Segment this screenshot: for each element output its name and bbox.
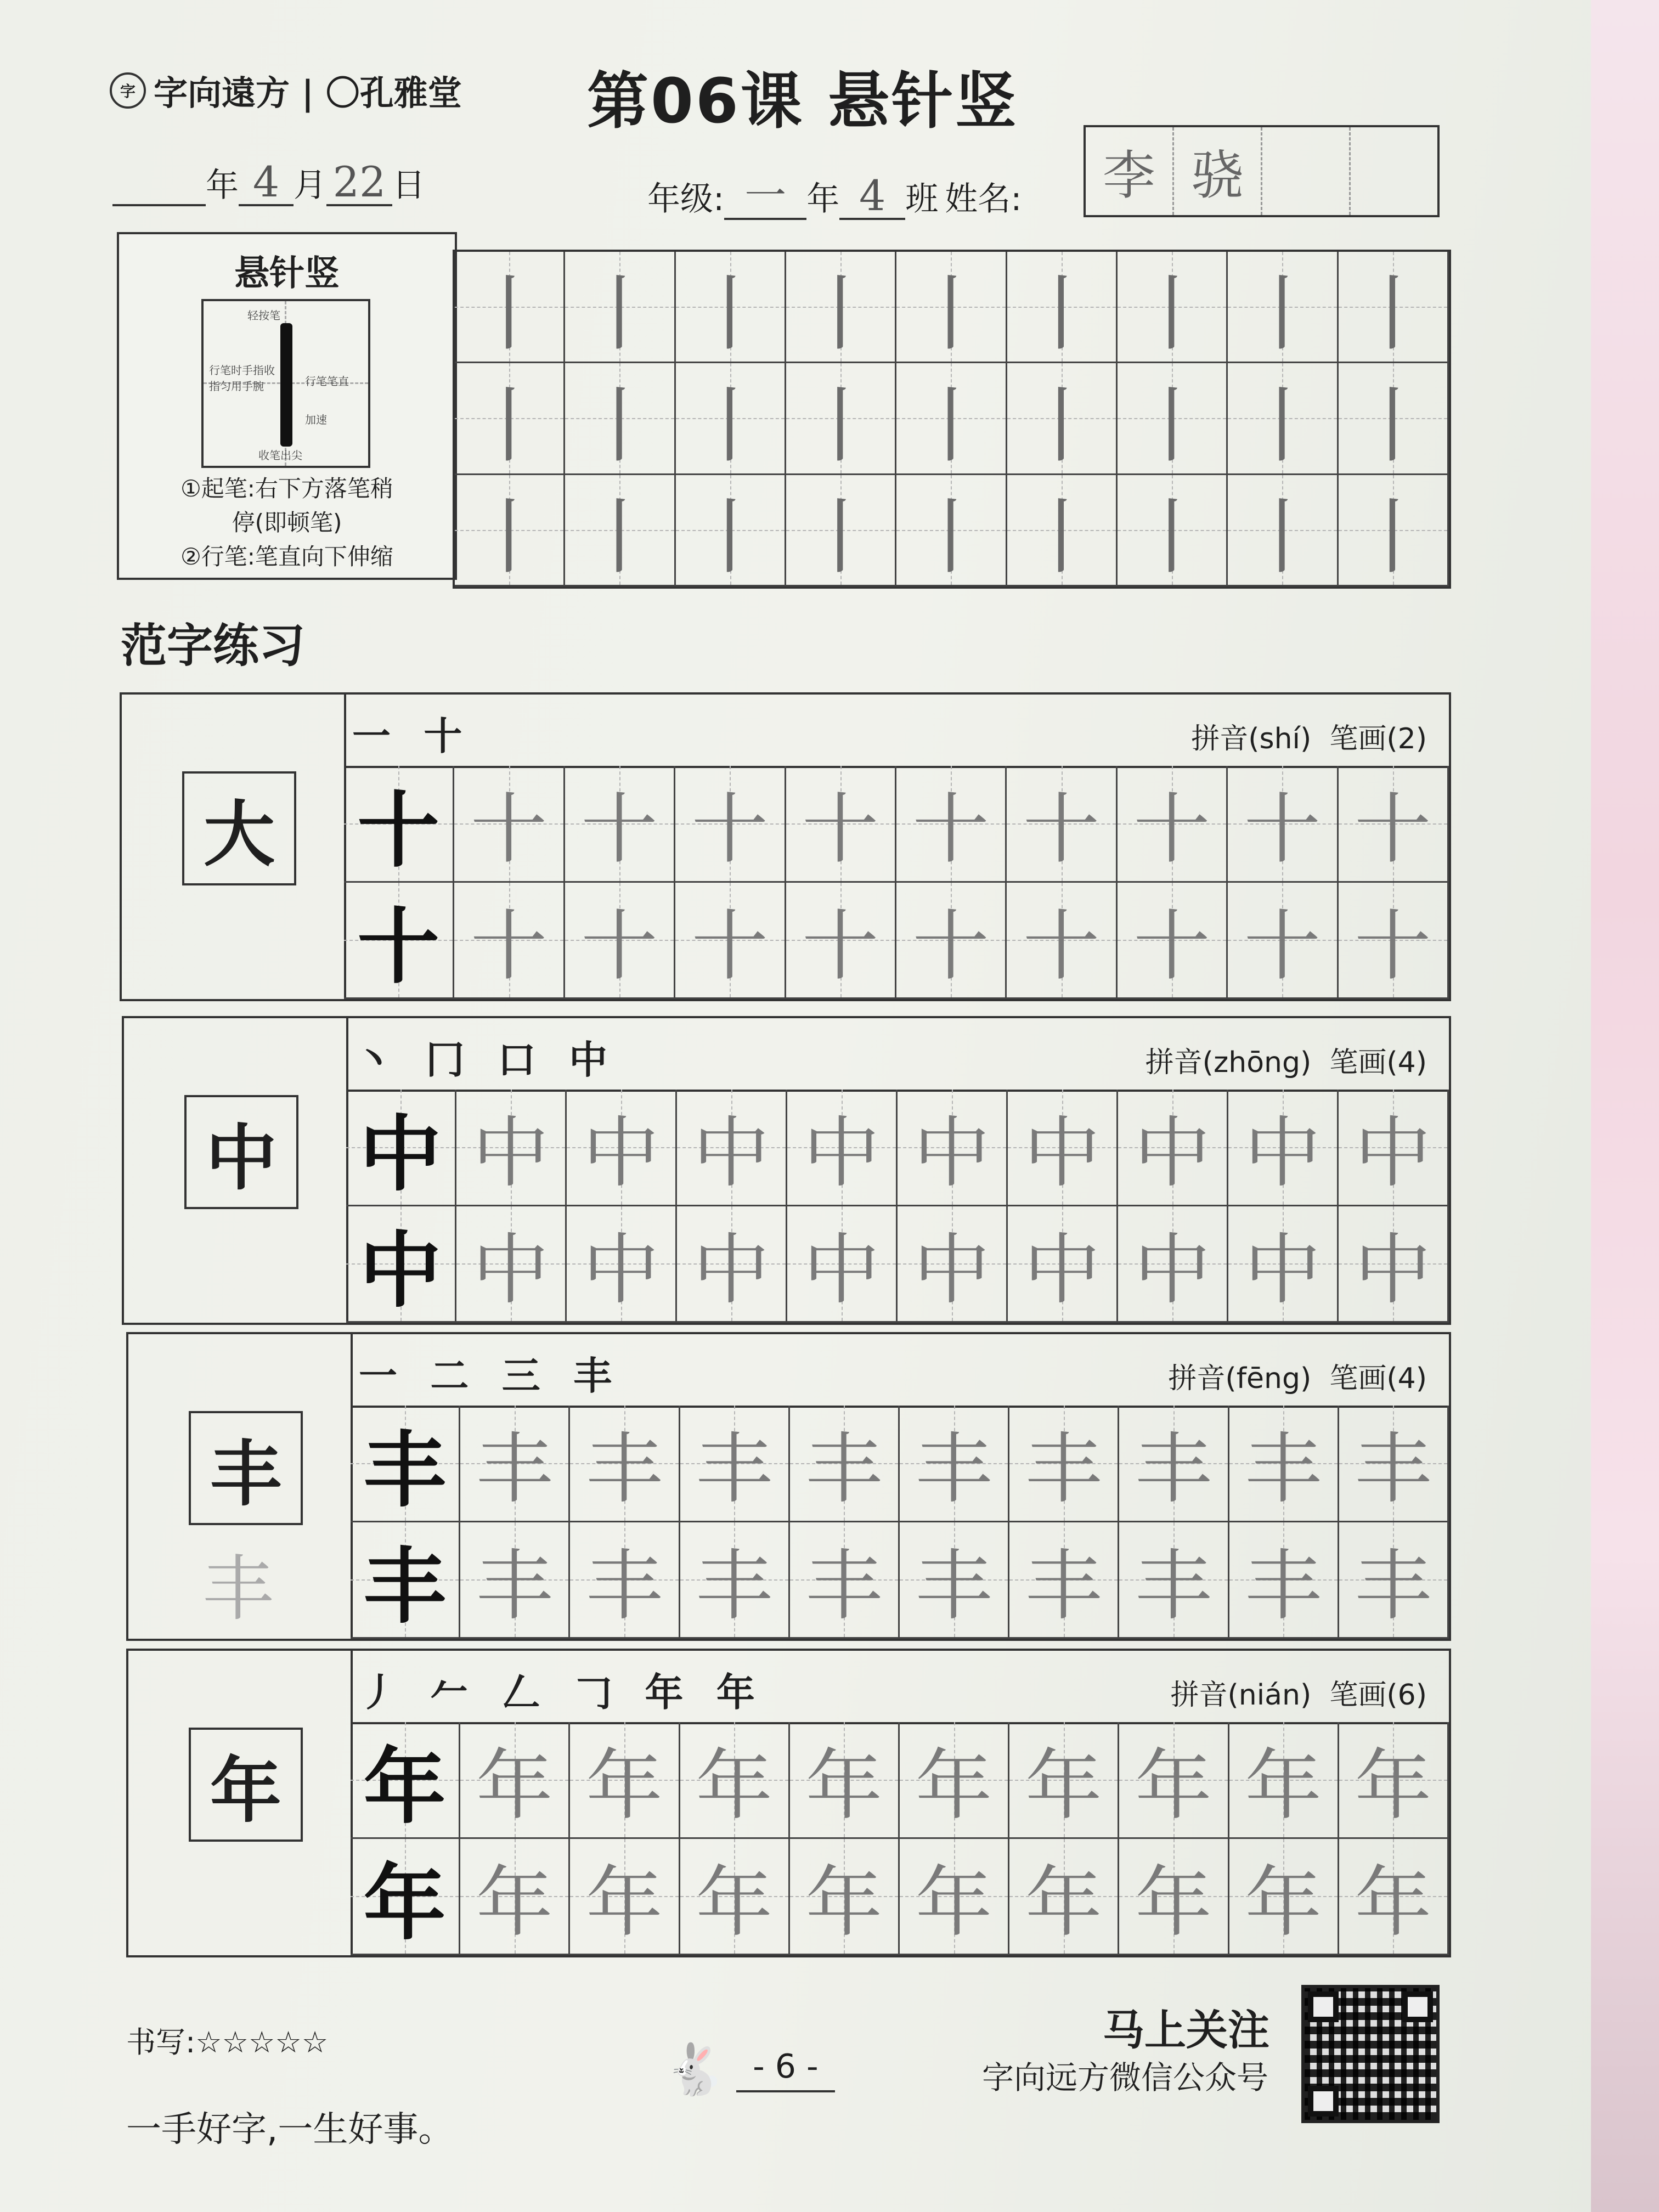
practice-cell[interactable] [1339,475,1449,586]
practice-cell[interactable] [900,1406,1009,1522]
date-year-label: 年 [206,166,239,205]
practice-cell[interactable] [1339,766,1449,883]
handwritten-glyph: 中 [1354,1109,1431,1199]
reference-panel [124,1018,348,1323]
handwritten-glyph: 中 [1133,1225,1211,1315]
practice-cell[interactable] [790,1722,900,1839]
reference-panel [128,1651,353,1955]
reference-char-box: 大 [182,771,296,885]
handwritten-glyph: 十 [470,901,548,991]
practice-glyph: 丨 [468,489,551,585]
practice-cell[interactable] [460,1406,570,1522]
practice-cell[interactable] [1118,1206,1228,1323]
brand-seal: 字 [110,72,146,109]
name-boxes [1084,125,1440,217]
practice-cell[interactable] [1229,1406,1339,1522]
handwritten-glyph: 十 [1023,785,1100,875]
handwritten-glyph: 中 [1244,1109,1321,1199]
reference-panel [128,1334,353,1639]
model-glyph: 丰 [363,1421,446,1519]
practice-cell[interactable] [1228,766,1338,883]
practice-cell[interactable] [1229,1839,1339,1956]
practice-glyph: 丨 [1241,378,1324,474]
pinyin-label: 拼音(nián) [1170,1679,1312,1712]
stroke-tip: ②行笔:笔直向下伸缩 [180,543,393,570]
handwritten-glyph: 年 [1355,1858,1432,1948]
practice-cell[interactable] [675,766,786,883]
handwritten-glyph: 年 [1355,1741,1432,1831]
handwritten-glyph: 丰 [1245,1541,1322,1631]
practice-cell[interactable] [786,363,896,475]
practice-glyph: 丨 [910,378,992,474]
practice-cell[interactable] [570,1406,680,1522]
handwritten-glyph: 年 [696,1858,773,1948]
practice-cell[interactable] [455,475,565,586]
practice-cell[interactable] [1339,883,1449,1000]
practice-cell[interactable] [1229,1722,1339,1839]
follow-title: 马上关注 [1103,2006,1269,2055]
reference-char-box: 丰 [189,1411,303,1525]
practice-cell[interactable] [567,1090,677,1206]
reference-char-box: 年 [189,1728,303,1842]
date-year-field[interactable] [112,160,206,206]
practice-cell[interactable] [676,252,786,363]
practice-cell[interactable] [896,766,1007,883]
practice-cell[interactable] [565,252,675,363]
handwritten-glyph: 丰 [1245,1425,1322,1515]
model-glyph: 年 [363,1738,446,1835]
practice-cell[interactable] [898,1206,1008,1323]
practice-cell[interactable] [1228,1206,1339,1323]
handwritten-glyph: 丰 [476,1541,553,1631]
handwritten-glyph: 中 [472,1225,549,1315]
practice-cell[interactable] [570,1839,680,1956]
stroke-practice-grid [453,250,1451,589]
practice-cell[interactable] [900,1722,1009,1839]
character-block [122,1016,1451,1325]
handwritten-glyph: 年 [805,1858,883,1948]
practice-cell[interactable] [676,475,786,586]
handwritten-glyph: 中 [1023,1225,1101,1315]
practice-cell[interactable] [896,475,1007,586]
practice-cell[interactable] [1119,1839,1229,1956]
practice-glyph: 丨 [578,378,661,474]
handwritten-glyph: 十 [1133,901,1210,991]
pinyin-label: 拼音(shí) [1191,723,1312,755]
handwritten-glyph: 中 [692,1109,770,1199]
practice-glyph: 丨 [1351,489,1434,585]
grade-label: 年级: [647,180,725,218]
practice-cell[interactable] [787,1206,898,1323]
handwritten-glyph: 十 [1244,901,1321,991]
handwritten-glyph: 中 [692,1225,770,1315]
handwritten-glyph: 丰 [915,1425,992,1515]
handwritten-glyph: 丰 [1025,1425,1102,1515]
handwritten-glyph: 中 [913,1225,990,1315]
handwritten-glyph: 丰 [1135,1425,1212,1515]
practice-cell[interactable] [1228,363,1338,475]
handwritten-glyph: 十 [1354,901,1431,991]
qr-code-icon[interactable] [1301,1985,1440,2123]
diagram-note: 行笔笔直 [305,375,349,388]
char-meta [1168,1355,1427,1396]
practice-cell[interactable] [460,1839,570,1956]
practice-cell[interactable] [1339,1090,1449,1206]
stroke-order: 丿 𠂉 𠃋 𠃌 年 年 [359,1669,765,1715]
practice-cell[interactable] [1228,475,1338,586]
practice-cell[interactable] [1228,883,1338,1000]
handwritten-glyph: 年 [585,1858,663,1948]
character-block [126,1649,1451,1957]
handwritten-glyph: 中 [1244,1225,1321,1315]
model-glyph: 丰 [363,1538,446,1635]
motto: 一手好字,一生好事。 [126,2109,454,2150]
practice-cell[interactable] [1339,1206,1449,1323]
model-glyph: 十 [357,899,440,996]
reference-char-box: 中 [184,1095,298,1209]
handwritten-glyph: 十 [1133,785,1210,875]
practice-glyph: 丨 [689,267,771,363]
character-block [120,692,1451,1001]
handwritten-glyph: 中 [582,1109,659,1199]
model-cell [344,766,454,883]
rating-label: 书写:☆☆☆☆☆ [126,2025,329,2059]
pinyin-label: 拼音(zhōng) [1145,1046,1312,1079]
practice-cell[interactable] [1009,1839,1119,1956]
char-meta [1191,715,1427,757]
model-cell [351,1406,460,1522]
practice-cell[interactable] [790,1522,900,1639]
stroke-intro-title: 悬针竖 [234,253,340,294]
diagram-note: 收笔出尖 [258,449,302,462]
class-label: 班 [905,180,939,218]
character-practice-grid [351,1722,1449,1955]
practice-cell[interactable] [1339,1406,1449,1522]
practice-cell[interactable] [680,1839,790,1956]
character-block [126,1332,1451,1641]
practice-cell[interactable] [565,475,675,586]
practice-cell[interactable] [1007,766,1117,883]
practice-glyph: 丨 [468,378,551,474]
model-cell [351,1839,460,1956]
stroke-order: 丶 冂 口 中 [354,1037,618,1082]
practice-cell[interactable] [570,1522,680,1639]
handwritten-glyph: 丰 [915,1541,992,1631]
practice-cell[interactable] [786,475,896,586]
practice-cell[interactable] [680,1406,790,1522]
handwritten-glyph: 年 [1135,1858,1212,1948]
practice-cell[interactable] [900,1522,1009,1639]
practice-cell[interactable] [460,1722,570,1839]
page-number: - 6 - [736,2047,835,2092]
stroke-diagram [201,299,370,468]
handwritten-glyph: 年 [805,1741,883,1831]
follow-subtitle: 字向远方微信公众号 [982,2059,1269,2096]
practice-cell[interactable] [1118,363,1228,475]
brand-logo [110,66,462,115]
handwritten-glyph: 年 [476,1741,553,1831]
practice-cell[interactable] [1339,1839,1449,1956]
stroke-tip: ①起笔:右下方落笔稍 [180,475,393,502]
practice-cell[interactable] [790,1406,900,1522]
handwritten-glyph: 十 [802,901,879,991]
handwritten-glyph: 中 [582,1225,659,1315]
handwritten-glyph: 年 [915,1858,992,1948]
practice-cell[interactable] [1119,1722,1229,1839]
handwritten-glyph: 年 [476,1858,553,1948]
handwritten-glyph: 年 [1245,1858,1322,1948]
model-cell [351,1722,460,1839]
practice-cell[interactable] [786,766,896,883]
name-box[interactable] [1262,127,1351,215]
name-box[interactable] [1351,127,1437,215]
model-cell [344,883,454,1000]
handwritten-glyph: 中 [472,1109,549,1199]
handwritten-glyph: 中 [803,1109,880,1199]
practice-glyph: 丨 [799,267,882,363]
handwritten-glyph: 十 [691,901,769,991]
stroke-count-label: 笔画(4) [1329,1362,1427,1395]
name-box[interactable]: 李 [1086,127,1174,215]
handwritten-glyph: 年 [1025,1858,1102,1948]
practice-cell[interactable] [675,883,786,1000]
handwritten-glyph: 十 [580,785,658,875]
handwritten-glyph: 十 [802,785,879,875]
practice-glyph: 丨 [799,378,882,474]
practice-cell[interactable] [790,1839,900,1956]
grade-unit: 年 [806,180,840,218]
handwritten-glyph: 十 [1244,785,1321,875]
class-row [647,173,1022,220]
practice-glyph: 丨 [1020,378,1103,474]
stroke-count-label: 笔画(6) [1329,1679,1427,1712]
date-row [112,159,425,206]
practice-glyph: 丨 [910,267,992,363]
handwritten-glyph: 中 [1023,1109,1101,1199]
practice-glyph: 丨 [1131,267,1214,363]
model-glyph: 中 [359,1222,442,1319]
practice-cell[interactable] [1118,1090,1228,1206]
practice-cell[interactable] [460,1522,570,1639]
practice-cell[interactable] [1339,363,1449,475]
practice-cell[interactable] [570,1722,680,1839]
rabbit-icon: 🐇 [664,2041,726,2098]
handwritten-glyph: 丰 [696,1425,773,1515]
practice-cell[interactable] [1007,252,1118,363]
pinyin-label: 拼音(fēng) [1168,1362,1312,1395]
grade-field[interactable]: 一 [724,174,806,220]
handwritten-glyph: 十 [1354,785,1431,875]
vertical-stroke-icon [280,323,292,447]
practice-cell[interactable] [1118,766,1228,883]
practice-glyph: 丨 [799,489,882,585]
handwritten-glyph: 年 [1245,1741,1322,1831]
handwritten-glyph: 中 [1133,1109,1211,1199]
handwritten-glyph: 十 [580,901,658,991]
practice-glyph: 丨 [689,378,771,474]
practice-cell[interactable] [898,1090,1008,1206]
practice-cell[interactable] [1118,475,1228,586]
stroke-count-label: 笔画(4) [1329,1046,1427,1079]
stroke-tip: 停(即顿笔) [232,509,342,536]
date-month-label: 月 [294,166,326,205]
page-footer [664,2041,835,2098]
handwritten-glyph: 年 [1025,1741,1102,1831]
name-label: 姓名: [945,180,1022,218]
diagram-note: 加速 [305,413,327,426]
practice-cell[interactable] [1007,363,1118,475]
practice-cell[interactable] [677,1090,787,1206]
model-glyph: 中 [359,1105,442,1203]
practice-cell[interactable] [1009,1406,1119,1522]
practice-cell[interactable] [900,1839,1009,1956]
handwritten-glyph: 丰 [1135,1541,1212,1631]
handwritten-glyph: 十 [470,785,548,875]
practice-glyph: 丨 [578,489,661,585]
practice-glyph: 丨 [1241,267,1324,363]
character-practice-grid [344,766,1449,999]
handwritten-glyph: 十 [912,901,990,991]
practice-cell[interactable] [1229,1522,1339,1639]
model-cell [346,1090,456,1206]
lesson-title: 第06课 悬针竖 [587,66,1019,137]
practice-cell[interactable] [1339,252,1449,363]
practice-cell[interactable] [455,363,565,475]
practice-glyph: 丨 [468,267,551,363]
practice-glyph: 丨 [689,489,771,585]
practice-cell[interactable] [677,1206,787,1323]
practice-cell[interactable] [786,883,896,1000]
practice-glyph: 丨 [910,489,992,585]
practice-cell[interactable] [787,1090,898,1206]
character-practice-grid [346,1090,1449,1323]
practice-cell[interactable] [567,1206,677,1323]
brand-text: 字向遠方 | 〇孔雅堂 [154,73,462,113]
handwritten-glyph: 年 [1135,1741,1212,1831]
stroke-order: 一 十 [352,713,472,759]
model-cell [351,1522,460,1639]
handwritten-glyph: 丰 [805,1425,883,1515]
practice-cell[interactable] [456,1206,567,1323]
model-cell [346,1206,456,1323]
diagram-note: 行笔时手指收指匀用手腕 [209,364,275,393]
background-fabric [1591,0,1659,2212]
class-field[interactable]: 4 [839,174,905,220]
practice-cell[interactable] [1118,883,1228,1000]
model-glyph: 十 [357,782,440,879]
ghost-char: 丰 [202,1547,274,1630]
name-box[interactable]: 骁 [1174,127,1262,215]
handwritten-glyph: 中 [913,1109,990,1199]
practice-cell[interactable] [1008,1090,1118,1206]
practice-cell[interactable] [454,766,565,883]
section-title: 范字练习 [121,619,306,673]
practice-cell[interactable] [1119,1406,1229,1522]
practice-glyph: 丨 [1131,378,1214,474]
handwritten-glyph: 十 [691,785,769,875]
char-meta [1170,1672,1427,1713]
practice-cell[interactable] [1228,1090,1339,1206]
handwritten-glyph: 丰 [476,1425,553,1515]
practice-cell[interactable] [456,1090,567,1206]
practice-cell[interactable] [1339,1722,1449,1839]
practice-cell[interactable] [680,1722,790,1839]
practice-cell[interactable] [1228,252,1338,363]
date-day-label: 日 [392,166,425,205]
practice-cell[interactable] [454,883,565,1000]
handwritten-glyph: 十 [912,785,990,875]
date-day-field[interactable]: 22 [326,160,392,206]
handwritten-glyph: 年 [915,1741,992,1831]
character-practice-grid [351,1406,1449,1639]
practice-cell[interactable] [565,883,675,1000]
char-meta [1146,1039,1427,1080]
handwritten-glyph: 丰 [585,1541,663,1631]
practice-cell[interactable] [1007,883,1117,1000]
handwritten-glyph: 丰 [1025,1541,1102,1631]
practice-glyph: 丨 [1020,267,1103,363]
practice-cell[interactable] [680,1522,790,1639]
practice-cell[interactable] [1009,1522,1119,1639]
practice-glyph: 丨 [1351,378,1434,474]
reference-panel [122,695,346,999]
date-month-field[interactable]: 4 [239,160,294,206]
practice-cell[interactable] [565,363,675,475]
handwritten-glyph: 中 [1354,1225,1431,1315]
practice-cell[interactable] [896,883,1007,1000]
handwritten-glyph: 中 [803,1225,880,1315]
practice-cell[interactable] [1119,1522,1229,1639]
handwritten-glyph: 年 [585,1741,663,1831]
handwritten-glyph: 丰 [805,1541,883,1631]
practice-cell[interactable] [1339,1522,1449,1639]
practice-cell[interactable] [786,252,896,363]
practice-glyph: 丨 [1020,489,1103,585]
practice-cell[interactable] [1009,1722,1119,1839]
handwritten-glyph: 丰 [1355,1425,1432,1515]
handwritten-glyph: 丰 [1355,1541,1432,1631]
practice-cell[interactable] [896,252,1007,363]
diagram-note: 轻按笔 [247,309,280,322]
stroke-count-label: 笔画(2) [1329,723,1427,755]
practice-cell[interactable] [1008,1206,1118,1323]
practice-cell[interactable] [676,363,786,475]
practice-cell[interactable] [1007,475,1118,586]
handwritten-glyph: 年 [696,1741,773,1831]
practice-glyph: 丨 [1351,267,1434,363]
handwritten-glyph: 丰 [696,1541,773,1631]
practice-glyph: 丨 [1131,489,1214,585]
stroke-intro-panel [117,232,457,580]
handwritten-glyph: 丰 [585,1425,663,1515]
practice-cell[interactable] [565,766,675,883]
practice-glyph: 丨 [578,267,661,363]
handwritten-glyph: 十 [1023,901,1100,991]
practice-cell[interactable] [455,252,565,363]
practice-cell[interactable] [896,363,1007,475]
stroke-order: 一 二 三 丰 [359,1353,622,1398]
practice-cell[interactable] [1118,252,1228,363]
practice-glyph: 丨 [1241,489,1324,585]
model-glyph: 年 [363,1855,446,1952]
